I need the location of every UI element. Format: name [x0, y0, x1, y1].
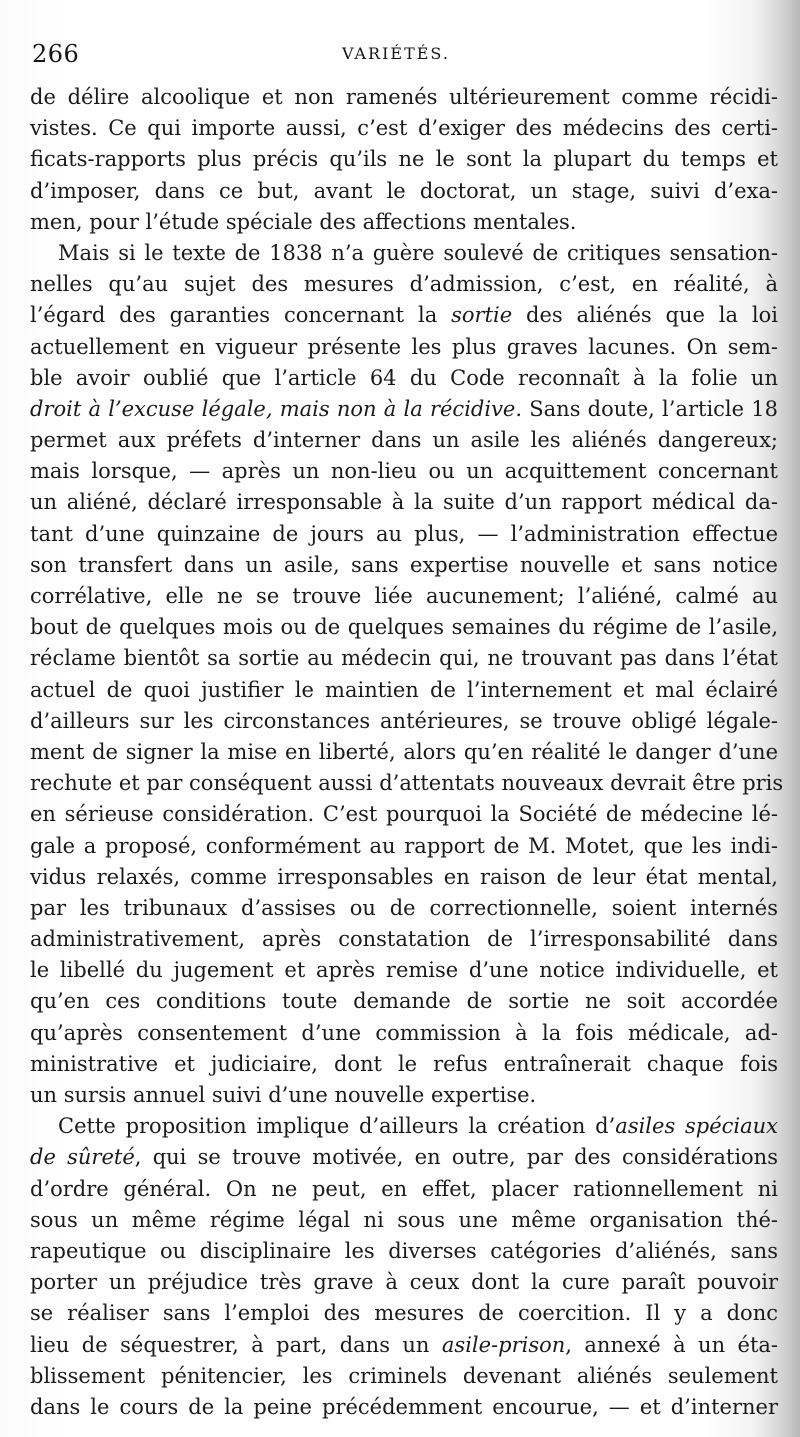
- text-segment: actuellement en vigueur présente les plus graves lacunes. On sem-: [30, 334, 778, 359]
- text-segment: vidus relaxés, comme irresponsables en raison de leur état mental,: [30, 864, 778, 889]
- text-line: [30, 986, 778, 1017]
- text-segment: ble avoir oublié que l’article 64 du Code reconnaît à la folie un: [30, 365, 778, 390]
- text-line: [30, 643, 778, 674]
- text-segment: rapeutique ou disciplinaire les diverses catégories d’aliénés, sans: [30, 1238, 778, 1263]
- text-line: [30, 238, 778, 269]
- text-line: [30, 425, 778, 456]
- text-segment: de délire alcoolique et non ramenés ultérieurement comme récidi-: [30, 85, 778, 109]
- text-line: [30, 1174, 778, 1205]
- text-line: [30, 519, 778, 550]
- text-segment: des aliénés que la loi: [512, 303, 778, 328]
- text-segment: vistes. Ce qui importe aussi, c’est d’exiger des médecins des certi-: [30, 116, 778, 141]
- text-segment: d’ailleurs sur les circonstances antérieures, se trouve obligé légale-: [30, 708, 778, 733]
- text-segment: dans le cours de la peine précédemment encourue, — et d’interner: [30, 1394, 778, 1419]
- text-line: [30, 581, 778, 612]
- text-line: [30, 1361, 778, 1392]
- text-line: [30, 269, 778, 300]
- text-segment: lieu de séquestrer, à part, dans un: [30, 1332, 442, 1357]
- text-line: [30, 300, 778, 331]
- text-line: [30, 82, 778, 113]
- text-segment: ministrative et judiciaire, dont le refus entraînerait chaque fois: [30, 1051, 778, 1076]
- text-segment: par les tribunaux d’assises ou de correctionnelle, soient internés: [30, 895, 778, 920]
- text-line: [30, 144, 778, 175]
- text-segment: porter un préjudice très grave à ceux dont la cure paraît pouvoir: [30, 1270, 778, 1295]
- italic-text: sortie: [451, 303, 513, 328]
- text-segment: son transfert dans un asile, sans expertise nouvelle et sans notice: [30, 552, 778, 577]
- text-line: [30, 1298, 778, 1329]
- italic-text: droit à l’excuse légale, mais non à la récidive.: [30, 396, 523, 421]
- text-segment: réclame bientôt sa sortie au médecin qui, ne trouvant pas dans l’état: [30, 646, 778, 671]
- text-segment: bout de quelques mois ou de quelques semaines du régime de l’asile,: [30, 615, 778, 640]
- running-head: [28, 40, 780, 74]
- body-text: [30, 82, 784, 1423]
- text-segment: mais lorsque, — après un non-lieu ou un acquittement concernant: [30, 459, 778, 484]
- text-line: [30, 799, 778, 830]
- text-line: [30, 862, 778, 893]
- text-line: [30, 612, 778, 643]
- text-line: [30, 113, 778, 144]
- text-segment: qu’en ces conditions toute demande de sortie ne soit accordée: [30, 989, 778, 1014]
- text-segment: Sans doute, l’article 18: [522, 396, 778, 421]
- text-segment: d’imposer, dans ce but, avant le doctorat, un stage, suivi d’exa-: [30, 178, 778, 203]
- text-line: [30, 1111, 778, 1142]
- text-segment: ficats-rapports plus précis qu’ils ne le sont la plupart du temps et: [30, 147, 778, 172]
- text-line: [30, 456, 778, 487]
- text-segment: actuel de quoi justifier le maintien de l’internement et mal éclairé: [30, 677, 778, 702]
- text-segment: Mais si le texte de 1838 n’a guère soulevé de critiques sensation-: [58, 240, 778, 265]
- text-line: [30, 1018, 778, 1049]
- text-line: [30, 394, 778, 425]
- text-segment: , qui se trouve motivée, en outre, par des considérations: [134, 1145, 778, 1170]
- text-segment: tant d’une quinzaine de jours au plus, — l’administration effectue: [30, 521, 778, 546]
- italic-text: asiles spéciaux: [615, 1114, 779, 1139]
- text-segment: qu’après consentement d’une commission à la fois médicale, ad-: [30, 1020, 778, 1045]
- text-line: [30, 768, 784, 799]
- text-line: [30, 1049, 778, 1080]
- text-line: [30, 363, 778, 394]
- text-line: [30, 1205, 778, 1236]
- text-segment: un sursis annuel suivi d’une nouvelle expertise.: [30, 1083, 537, 1107]
- text-segment: rechute et par conséquent aussi d’attentats nouveaux devrait être pris: [30, 771, 784, 796]
- text-segment: d’ordre général. On ne peut, en effet, placer rationnellement ni: [30, 1176, 778, 1201]
- text-segment: un aliéné, déclaré irresponsable à la suite d’un rapport médical da-: [30, 490, 778, 515]
- text-segment: se réaliser sans l’emploi des mesures de coercition. Il y a donc: [30, 1301, 778, 1326]
- text-segment: men, pour l’étude spéciale des affections mentales.: [30, 209, 577, 234]
- text-segment: nelles qu’au sujet des mesures d’admission, c’est, en réalité, à: [30, 272, 778, 297]
- page-number: 266: [32, 40, 80, 68]
- text-segment: l’égard des garanties concernant la: [30, 303, 452, 328]
- text-line: [30, 550, 778, 581]
- text-line: [30, 207, 778, 238]
- text-line: [30, 1080, 778, 1111]
- text-segment: permet aux préfets d’interner dans un asile les aliénés dangereux;: [30, 428, 778, 453]
- italic-text: de sûreté: [30, 1145, 135, 1170]
- text-segment: , annexé à un éta-: [565, 1332, 778, 1357]
- text-segment: Cette proposition implique d’ailleurs la création d’: [58, 1114, 616, 1139]
- text-line: [30, 737, 778, 768]
- text-segment: corrélative, elle ne se trouve liée aucunement; l’aliéné, calmé au: [30, 584, 778, 608]
- text-line: [30, 924, 778, 955]
- text-line: [30, 675, 778, 706]
- italic-text: asile-prison: [441, 1332, 566, 1357]
- text-segment: blissement pénitencier, les criminels devenant aliénés seulement: [30, 1363, 778, 1388]
- text-segment: le libellé du jugement et après remise d’une notice individuelle, et: [30, 958, 778, 983]
- text-line: [30, 1267, 778, 1298]
- section-title: VARIÉTÉS.: [342, 44, 450, 63]
- text-line: [30, 893, 778, 924]
- text-line: [30, 1392, 778, 1423]
- text-line: [30, 176, 778, 207]
- text-line: [30, 831, 778, 862]
- text-line: [30, 1142, 778, 1173]
- text-segment: en sérieuse considération. C’est pourquoi la Société de médecine lé-: [30, 802, 778, 827]
- text-segment: sous un même régime légal ni sous une même organisation thé-: [30, 1207, 778, 1232]
- text-line: [30, 1236, 778, 1267]
- text-line: [30, 1330, 778, 1361]
- text-line: [30, 955, 778, 986]
- text-segment: gale a proposé, conformément au rapport de M. Motet, que les indi-: [30, 833, 778, 858]
- text-line: [30, 706, 778, 737]
- text-line: [30, 487, 778, 518]
- text-segment: ment de signer la mise en liberté, alors qu’en réalité le danger d’une: [30, 739, 778, 764]
- text-line: [30, 332, 778, 363]
- text-segment: administrativement, après constatation de l’irresponsabilité dans: [30, 927, 778, 952]
